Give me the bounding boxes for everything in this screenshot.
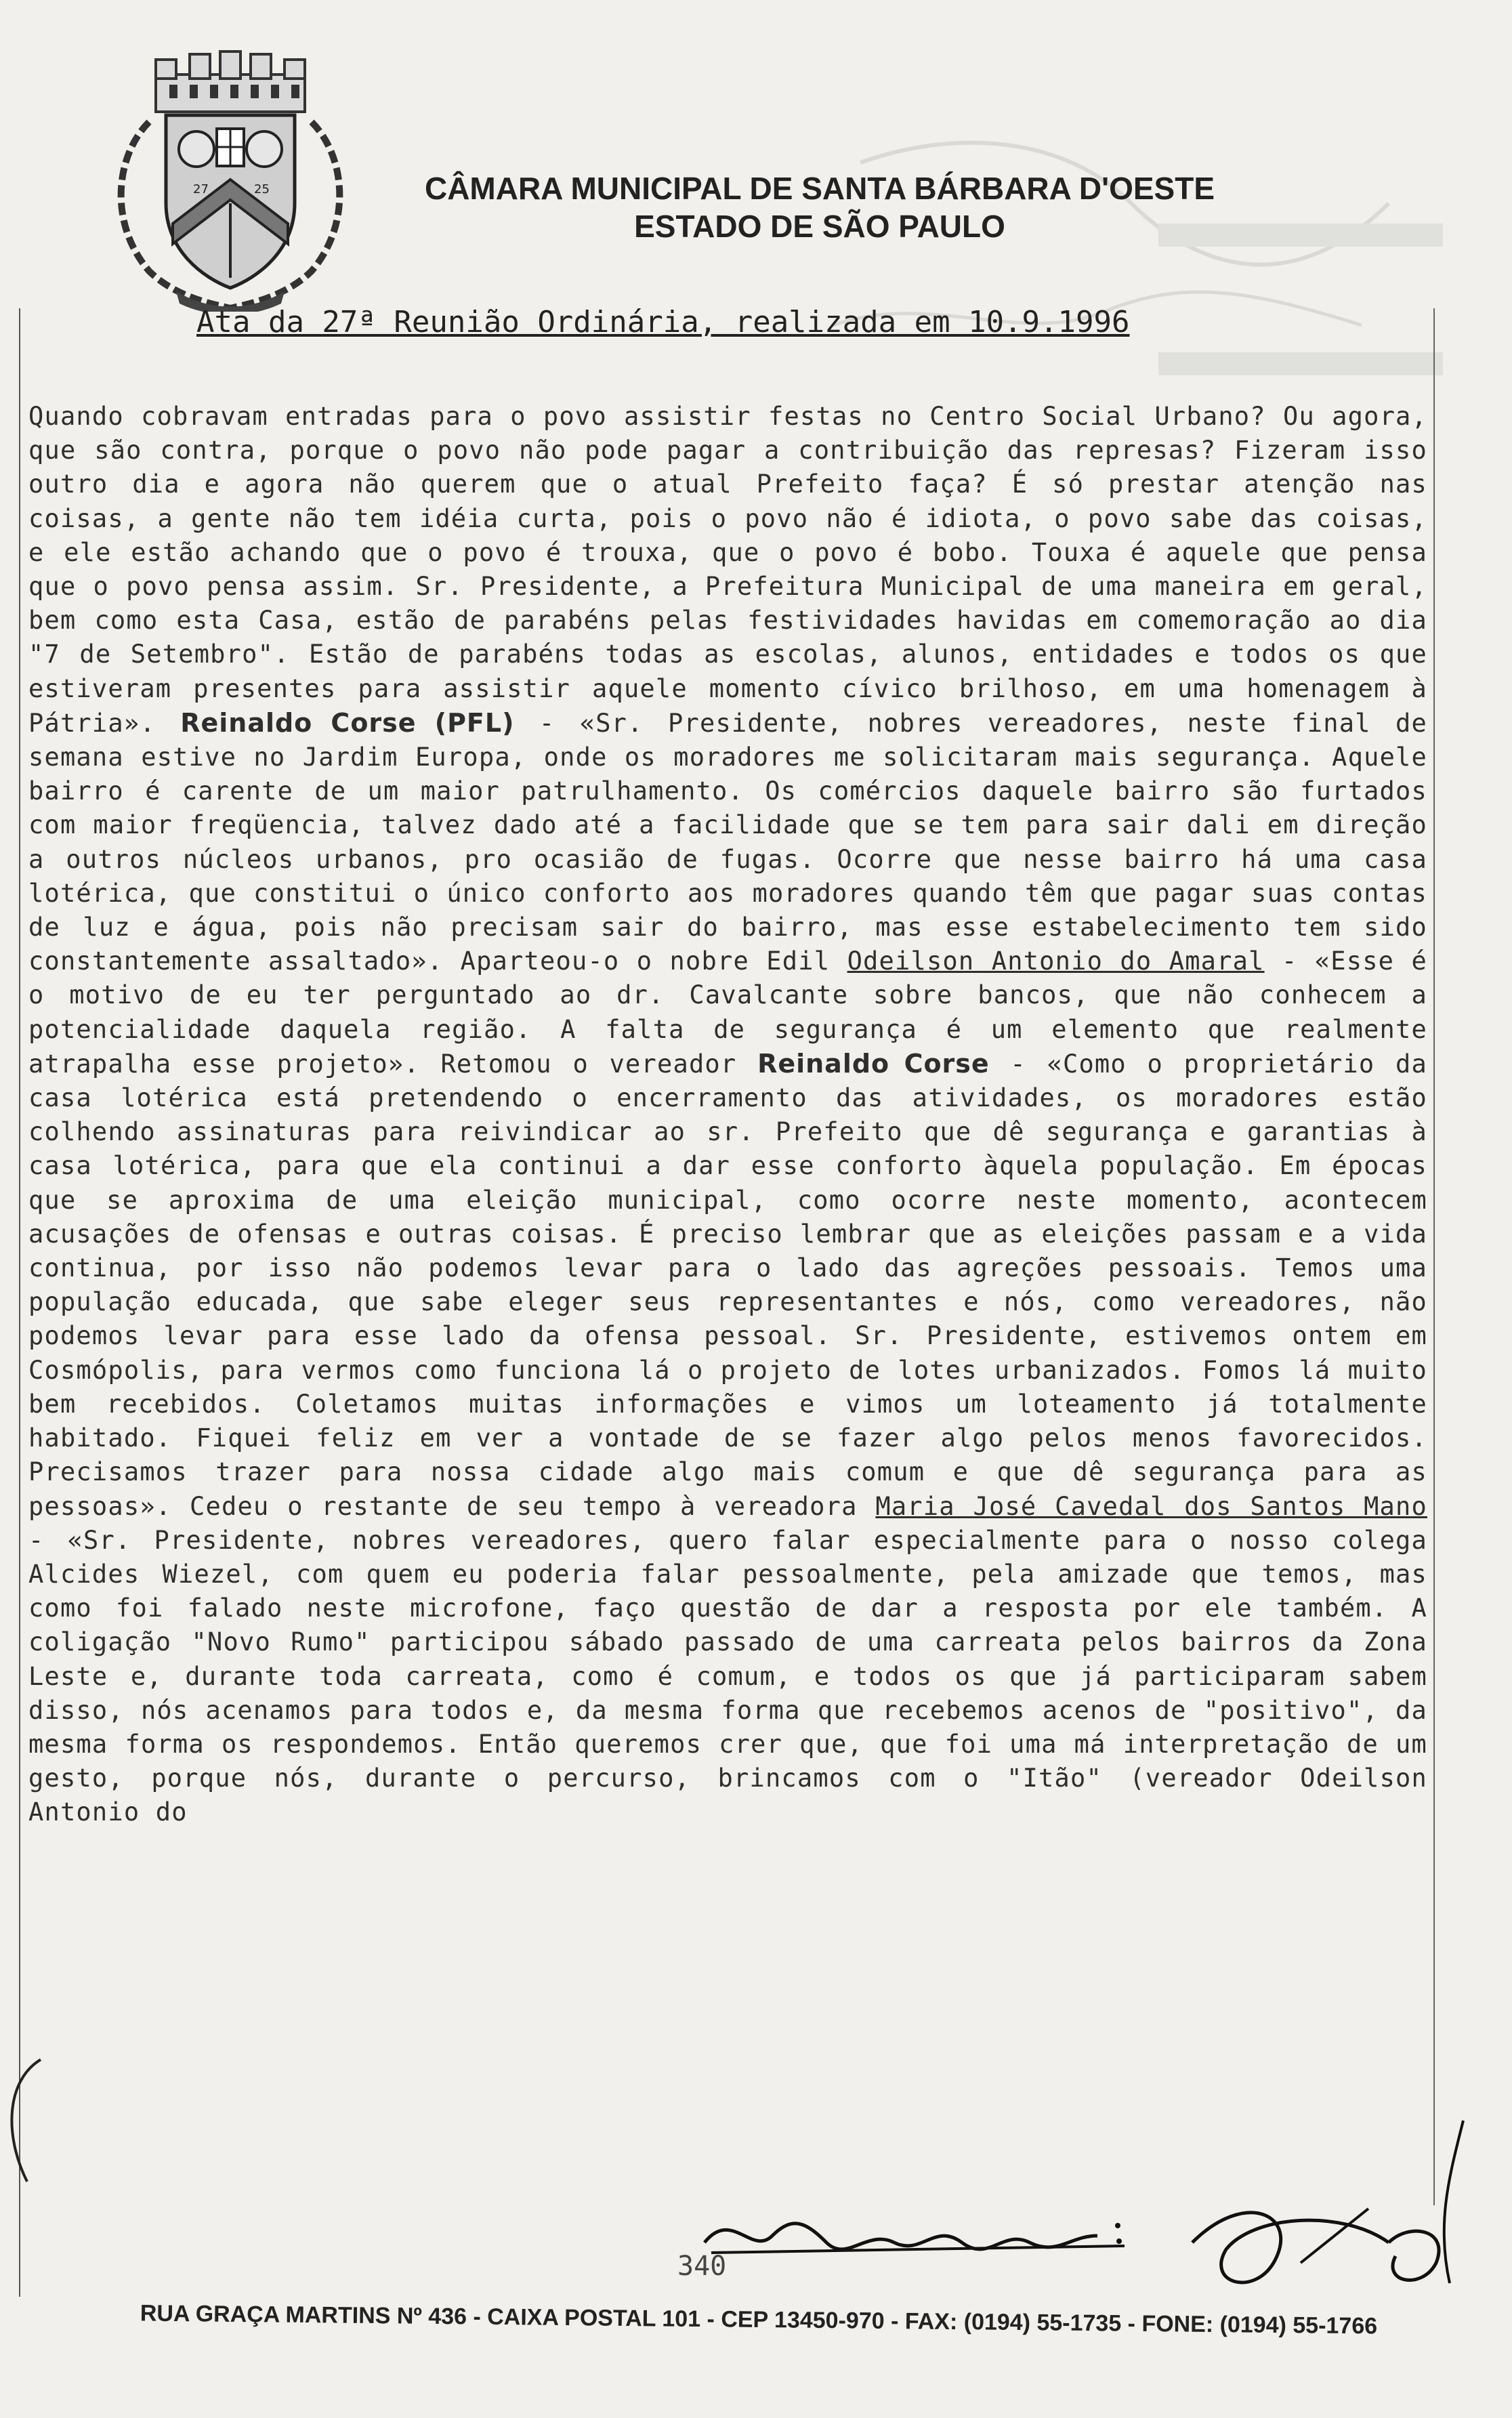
signature-icon (691, 2195, 1152, 2270)
minutes-paragraph (28, 400, 1427, 1830)
institution-header (379, 169, 1260, 245)
footer-address: RUA GRAÇA MARTINS Nº 436 - CAIXA POSTAL 101 - CEP 13450-970 - FAX: (0194) 55-1735 - FONE: (0194) 55-1766 (140, 2300, 1378, 2339)
svg-text:25: 25 (254, 182, 270, 196)
text-segment: - «Sr. Presidente, nobres vereadores, quero falar especialmente para o nosso colega Alcides Wiezel, com quem eu poderia falar pessoalmente, pela amizade que temos, mas como foi falado neste microfone, faço questão de dar a resposta por ele também. A coligação "Novo Rumo" participou sábado passado de uma carreata pelos bairros da Zona Leste e, durante toda carreata, como é comum, e todos os que já participaram sabem disso, nós acenamos para todos e, da mesma forma que recebemos acenos de "positivo", da mesma forma os respondemos. Então queremos crer que, que foi uma má interpretação de um gesto, porque nós, durante o percurso, brincamos com o "Itão" (vereador Odeilson Antonio do (28, 1525, 1427, 1827)
svg-text:27: 27 (193, 182, 209, 196)
speaker-name: Reinaldo Corse (PFL) (180, 707, 515, 738)
text-segment: Quando cobravam entradas para o povo assistir festas no Centro Social Urbano? Ou agora, que são contra, porque o povo não pode pagar a contribuição das represas? Fizeram isso outro dia e agora não querem que o atual Prefeito faça? É só prestar atenção nas coisas, a gente não tem idéia curta, pois o povo não é idiota, o povo sabe das coisas, e ele estão achando que o povo é trouxa, que o povo é bobo. Touxa é aquele que pensa que o povo pensa assim. Sr. Presidente, a Prefeitura Municipal de uma maneira em geral, bem como esta Casa, estão de parabéns pelas festividades havidas em comemoração ao dia "7 de Setembro". Estão de parabéns todas as escolas, alunos, entidades e todos os que estiveram presentes para assistir aquele momento cívico brilhoso, em uma homenagem à Pátria». (28, 402, 1427, 738)
bleed-through-watermark (779, 122, 1456, 434)
institution-state: ESTADO DE SÃO PAULO (634, 209, 1005, 244)
speaker-name: Odeilson Antonio do Amaral (847, 946, 1265, 976)
municipal-crest-icon (102, 47, 359, 312)
speaker-name: Reinaldo Corse (757, 1048, 990, 1079)
speaker-name: Maria José Cavedal dos Santos Mano (875, 1491, 1427, 1521)
institution-name: CÂMARA MUNICIPAL DE SANTA BÁRBARA D'OESTE (424, 171, 1215, 206)
signature-icon (1165, 2107, 1512, 2310)
left-margin-rule (19, 308, 20, 2297)
margin-mark-icon (0, 2053, 47, 2188)
page-number: 340 (677, 2251, 727, 2282)
minutes-body (28, 400, 1427, 1830)
minutes-title: Ata da 27ª Reunião Ordinária, realizada em 10.9.1996 (196, 305, 1130, 339)
text-segment: - «Sr. Presidente, nobres vereadores, neste final de semana estive no Jardim Europa, onde os moradores me solicitaram mais segurança. Aquele bairro é carente de um maior patrulhamento. Os comércios daquele bairro são furtados com maior freqüencia, talvez dado até a facilidade que se tem para sair dali em direção a outros núcleos urbanos, pro ocasião de fugas. Ocorre que nesse bairro há uma casa lotérica, que constitui o único conforto aos moradores quando têm que pagar suas contas de luz e água, pois não precisam sair do bairro, mas esse estabelecimento tem sido constantemente assaltado». Aparteou-o o nobre Edil (28, 708, 1427, 976)
right-margin-rule (1433, 308, 1435, 2205)
text-segment: - «Esse é o motivo de eu ter perguntado ao dr. Cavalcante sobre bancos, que não conhecem a potencialidade daquela região. A falta de segurança é um elemento que realmente atrapalha esse projeto». Retomou o vereador (28, 946, 1427, 1079)
text-segment: - «Como o proprietário da casa lotérica está pretendendo o encerramento das atividades, os moradores estão colhendo assinaturas para reivindicar ao sr. Prefeito que dê segurança e garantias à casa lotérica, para que ela continui a dar esse conforto àquela população. Em épocas que se aproxima de uma eleição municipal, como ocorre neste momento, acontecem acusações de ofensas e outras coisas. É preciso lembrar que as eleições passam e a vida continua, por isso não podemos levar para o lado das agreções pessoais. Temos uma população educada, que sabe eleger seus representantes e nós, como vereadores, não podemos levar para esse lado da ofensa pessoal. Sr. Presidente, estivemos ontem em Cosmópolis, para vermos como funciona lá o projeto de lotes urbanizados. Fomos lá muito bem recebidos. Coletamos muitas informações e vimos um loteamento já totalmente habitado. Fiquei feliz em ver a vontade de se fazer algo pelos menos favorecidos. Precisamos trazer para nossa cidade algo mais comum e que dê segurança para as pessoas». Cedeu o restante de seu tempo à vereadora (28, 1049, 1427, 1521)
